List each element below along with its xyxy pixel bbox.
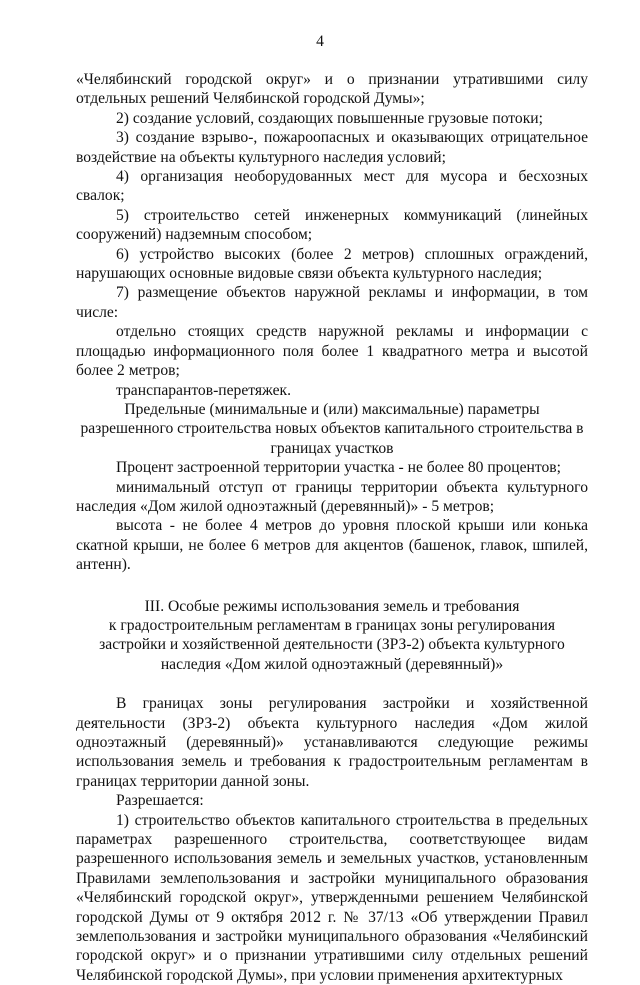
paragraph: Процент застроенной территории участка - не более 80 процентов; [116,459,561,477]
section-heading [76,597,588,675]
paragraph: 5) строительство сетей инженерных коммуникаций (линейных сооружений) надземным способом; [76,206,588,244]
page-number: 4 [316,33,324,50]
paragraph: «Челябинский городской округ» и о признании утратившими силу отдельных решений Челябинской городской Думы»; [76,71,588,108]
paragraph: Разрешается: [116,792,204,810]
paragraph: 3) создание взрыво-, пожароопасных и оказывающих отрицательное воздействие на объекты культурного наследия условий; [76,129,588,166]
paragraph: В границах зоны регулирования застройки и хозяйственной деятельности (ЗРЗ-2) объекта культурного наследия «Дом жилой одноэтажный (деревянный)» устанавливаются следующие режимы использования земель и требования к градостроительным регламентам в границах территории данной зоны. [76,695,588,790]
paragraph: высота - не более 4 метров до уровня плоской крыши или конька скатной крыши, не более 6 метров для акцентов (башенок, главок, шпилей, антенн). [76,517,588,574]
section-heading-line: III. Особые режимы использования земель и требования [144,597,520,615]
section-body [76,694,588,985]
restrictions-list [76,70,588,400]
section-heading-line: к градостроительным регламентам в границах зоны регулирования [108,616,556,634]
paragraph: минимальный отступ от границы территории объекта культурного наследия «Дом жилой одноэтажный (деревянный)» - 5 метров; [76,478,588,515]
paragraph: 4) организация необорудованных мест для мусора и бесхозных свалок; [76,168,588,205]
paragraph: 1) строительство объектов капитального строительства в предельных параметрах разрешенного строительства, соответствующее видам разрешенного использования земель и земельных участков, установленным Правилами землепользования и застройки муниципального образования «Челябинский городской округ», утвержденными решением Челябинской городской Думы от 9 октября 2012 г. № 37/13 «Об утверждении Правил землепользования и застройки муниципального образования «Челябинский городской округ» и о признании утратившими силу отдельных решений Челябинской городской Думы», при условии применения архитектурных [76,811,588,984]
paragraph: отдельно стоящих средств наружной рекламы и информации с площадью информационного поля более 1 квадратного метра и высотой более 2 метров; [76,323,588,380]
section-heading-line: наследия «Дом жилой одноэтажный (деревянный)» [160,655,504,673]
paragraph: 7) размещение объектов наружной рекламы и информации, в том числе: [76,284,588,321]
paragraph: 2) создание условий, создающих повышенные грузовые потоки; [116,109,543,127]
section-heading-line: застройки и хозяйственной деятельности (ЗРЗ-2) объекта культурного [99,636,565,654]
paragraph: транспарантов-перетяжек. [116,381,292,399]
document-body [76,70,588,985]
paragraph: 6) устройство высоких (более 2 метров) сплошных ограждений, нарушающих основные видовые связи объекта культурного наследия; [76,245,588,283]
params-list [76,458,588,574]
params-heading: Предельные (минимальные и (или) максимальные) параметры разрешенного строительства новых объектов капитального строительства в границах участков [80,400,584,457]
